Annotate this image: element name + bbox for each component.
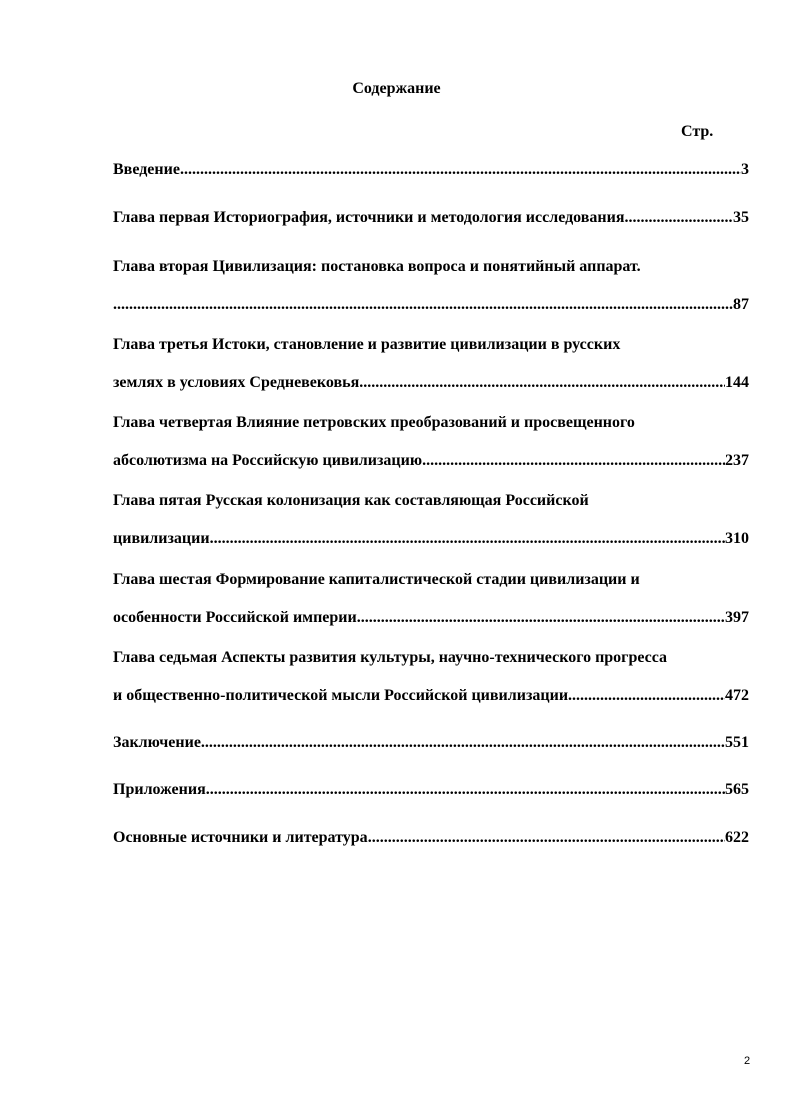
toc-entry-chapter-3[interactable] [113,333,749,395]
dot-leader [113,293,733,317]
toc-entry-page: 622 [725,829,749,846]
dot-leader [206,778,725,802]
toc-entry-page: 472 [725,687,749,704]
toc-entry-title-line1: Глава шестая Формирование капиталистической стадии цивилизации и [113,571,640,588]
toc-entry-page: 310 [725,530,749,547]
dot-leader [201,731,725,755]
toc-entry-page: 397 [725,609,749,626]
toc-entry-title-line1: Глава четвертая Влияние петровских преобразований и просвещенного [113,414,635,431]
dot-leader [214,527,725,551]
toc-entry-chapter-4[interactable] [113,411,749,473]
dot-leader [359,371,725,395]
dot-leader [357,606,725,630]
toc-entry-title: цивилизации. [113,530,214,547]
toc-entry-title-line1: Глава вторая Цивилизация: постановка вопроса и понятийный аппарат. [113,258,641,275]
toc-entry-chapter-7[interactable] [113,646,749,708]
dot-leader [180,158,741,182]
toc-entry-title: Глава первая Историография, источники и методология исследования [113,209,625,226]
toc-entry-title-line1: Глава третья Истоки, становление и развитие цивилизации в русских [113,336,621,353]
toc-entry-sources[interactable] [113,826,749,850]
toc-entry-title: Приложения [113,781,206,798]
page-number: 2 [744,1055,751,1067]
toc-entry-title-line1: Глава седьмая Аспекты развития культуры, научно-технического прогресса [113,649,668,666]
toc-entry-chapter-6[interactable] [113,568,749,630]
toc-entry-chapter-5[interactable] [113,489,749,551]
dot-leader [422,449,725,473]
toc-entry-title: абсолютизма на Российскую цивилизацию [113,452,423,469]
toc-entry-page: 87 [733,296,749,313]
toc-entry-appendices[interactable] [113,778,749,802]
toc-entry-conclusion[interactable] [113,731,749,755]
toc-entry-chapter-1[interactable] [113,206,749,230]
toc-entry-page: 35 [733,209,749,226]
toc-entry-title: Заключение [113,734,201,751]
toc-entry-title: особенности Российской империи [113,609,357,626]
page-title: Содержание [352,80,441,97]
toc-entry-page: 551 [725,734,749,751]
toc-entry-title: Введение [113,161,180,178]
toc-entry-title: Основные источники и литература [113,829,368,846]
page-column-label: Стр. [681,123,714,140]
toc-entry-page: 237 [725,452,749,469]
toc-entry-introduction[interactable] [113,158,749,182]
toc-entry-page: 565 [725,781,749,798]
dot-leader [368,826,725,850]
toc-entry-title-line1: Глава пятая Русская колонизация как составляющая Российской [113,492,589,509]
toc-entry-chapter-2[interactable] [113,255,749,317]
toc-entry-title: и общественно-политической мысли Российской цивилизации [113,687,569,704]
dot-leader [568,684,725,708]
toc-entry-page: 3 [741,161,749,178]
dot-leader [625,206,733,230]
toc-entry-title: землях в условиях Средневековья [113,374,360,391]
toc-entry-page: 144 [725,374,749,391]
